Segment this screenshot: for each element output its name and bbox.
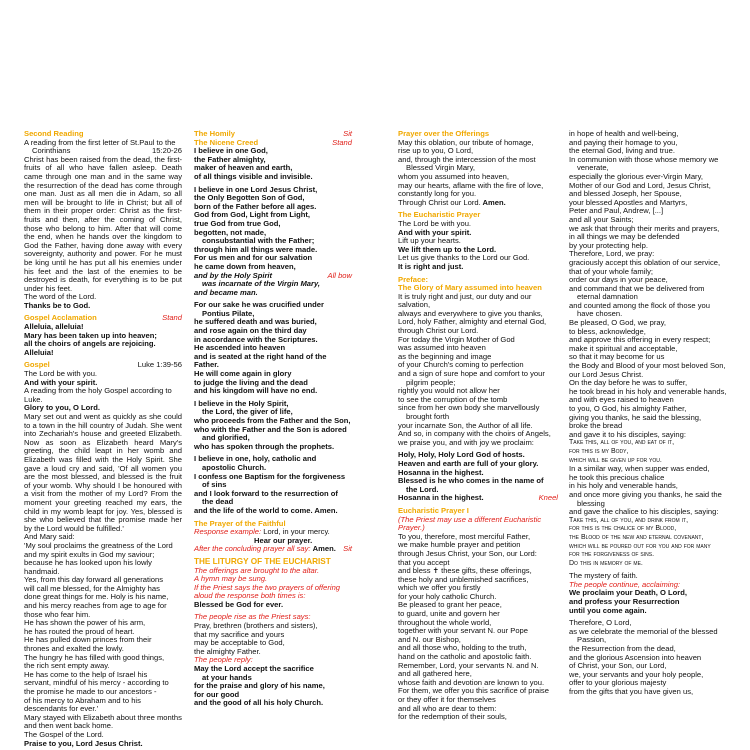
creed-paragraph — [194, 280, 352, 297]
column-2 — [194, 130, 352, 708]
text-line: the eternal God, living and true. — [569, 146, 675, 156]
text-line: for the forgiveness of sins. — [569, 551, 655, 559]
rubric: A hymn may be sung. — [194, 574, 268, 584]
acclamation-line: Alleluia, alleluia! — [24, 322, 84, 332]
creed-heading: The Nicene Creed Stand — [194, 137, 352, 147]
text-line: Peter and Paul, Andrew, [...] — [569, 206, 664, 216]
text-line: and paying their homage to you, — [569, 137, 678, 147]
eucharistic-prayer-1-heading: Eucharistic Prayer I — [398, 505, 469, 515]
text-line: to judge the living and the dead — [194, 377, 308, 387]
text-line: and the life of the world to come. Amen. — [194, 505, 338, 515]
words-of-institution-body — [569, 439, 731, 465]
text-line: and command that we be delivered from — [569, 283, 705, 293]
text-line: of your Church's coming to perfection — [398, 360, 524, 370]
text-line: he suffered death and was buried, — [194, 317, 317, 327]
text-line: your blessed Apostles and Martyrs, — [569, 197, 688, 207]
text-line: and approve this offering in every respect; — [569, 335, 711, 345]
text-line: Lord, holy Father, almighty and eternal God, — [398, 317, 547, 327]
text-line: the Body and Blood of your most beloved Son, — [569, 361, 726, 371]
text-line: have chosen. — [577, 309, 623, 319]
text-line: whom you assumed into heaven, — [398, 171, 510, 181]
text-line: It is right and just. — [398, 261, 464, 271]
text-line: the dead — [202, 497, 234, 507]
gospel-line: And Mary said: — [24, 532, 75, 542]
text-line: from the gifts that you have given us, — [569, 687, 694, 696]
text-line: by your protecting help. — [569, 240, 648, 250]
ep1-note: (The Priest may use a different Eucharistic Prayer.) — [398, 514, 542, 533]
text-line: and the good of all his holy Church. — [194, 698, 324, 708]
blessed-be-god: Blessed be God for ever. — [194, 599, 284, 609]
text-line: to guard, unite and govern her — [398, 609, 500, 619]
preface-subheading: The Glory of Mary assumed into heaven — [398, 283, 542, 293]
text-line: of all things visible and invisible. — [194, 171, 313, 181]
text-line: Lift up your hearts. — [398, 236, 461, 246]
text-line: 'My soul proclaims the greatness of the Lord — [24, 540, 173, 550]
text-line: and rose again on the third day — [194, 326, 307, 336]
text-line: constantly long for you. — [398, 189, 477, 199]
text-line: It is truly right and just, our duty and our salvation, — [398, 291, 532, 310]
text-line: Holy, Holy, Holy Lord God of hosts. — [398, 450, 525, 460]
text-line: I believe in one, holy, catholic and — [194, 454, 317, 464]
text-line: we ask that through their merits and prayers, — [569, 223, 720, 233]
text-line: the almighty Father. — [194, 646, 261, 656]
text-line: the Only Begotten Son of God, — [194, 193, 305, 203]
text-line: throughout the whole world, — [398, 617, 492, 627]
text-line: in all things we may be defended — [569, 232, 680, 242]
sanctus-last-row: Hosanna in the highest. Kneel — [398, 493, 558, 503]
text-line: done great things for me. Holy is his name, — [24, 592, 169, 602]
gospel-after: Mary stayed with Elizabeth about three months and then went back home. — [24, 712, 182, 731]
second-reading-intro: A reading from the first letter of St.Paul to the — [24, 137, 176, 147]
text-line: apostolic Church. — [202, 462, 267, 472]
text-line: to you, O God, his almighty Father, — [569, 404, 687, 413]
amen: Amen. — [480, 197, 506, 207]
gospel-line: A reading from the holy Gospel according to Luke. — [24, 386, 172, 404]
creed-paragraph — [194, 301, 352, 396]
creed-bow-row: and by the Holy Spirit All bow — [194, 270, 352, 280]
text-line: who has spoken through the prophets. — [194, 441, 335, 451]
text-line: and N. our Bishop, — [398, 634, 461, 644]
text-line: and glorified, — [202, 433, 250, 443]
text-line: for our good — [194, 689, 240, 699]
text-line: which we offer you firstly — [398, 583, 481, 593]
text-line: and once more giving you thanks, he said the — [569, 489, 722, 499]
creed-paragraph — [194, 455, 352, 515]
text-line: those who fear him. — [24, 609, 91, 619]
gospel-acclamation-heading: Gospel Acclamation Stand — [24, 313, 182, 323]
text-line: who with the Father and the Son is adored — [194, 424, 347, 434]
text-line: blessing — [577, 498, 605, 508]
text-line: Hosanna in the highest. — [398, 467, 484, 477]
text-line: consubstantial with the Father; — [202, 236, 315, 246]
second-reading-heading: Second Reading — [24, 129, 84, 138]
text-line: he came down from heaven, — [194, 261, 296, 271]
text-line: For today the Virgin Mother of God — [398, 334, 515, 344]
text-line: Pray, brethren (brothers and sisters), — [194, 621, 318, 631]
text-line: and all your Saints; — [569, 214, 634, 224]
dialogue — [398, 220, 558, 272]
rubric: aloud the response both times is: — [194, 591, 306, 601]
text-line: of Christ, your Son, our Lord, — [569, 661, 667, 671]
rubric: If the Priest says the two prayers of offering — [194, 582, 341, 592]
text-line: your incarnate Son, the Author of all life. — [398, 420, 533, 430]
text-line: To you, therefore, most merciful Father, — [398, 531, 531, 541]
text-line: pilgrim people; — [406, 377, 456, 387]
text-line: rise up to you, O Lord, — [398, 146, 474, 156]
text-line: Blessed is he who comes in the name of — [398, 476, 544, 486]
text-line: especially the glorious ever-Virgin Mary, — [569, 171, 703, 181]
text-line: He has pulled down princes from their — [24, 635, 152, 645]
text-line: broke the bread — [569, 421, 623, 431]
text-line: Take this, all of you, and eat of it, — [569, 439, 675, 447]
text-line: we praise you, and with joy we proclaim: — [398, 437, 534, 447]
text-line: He will come again in glory — [194, 369, 292, 379]
prayer-faithful-heading: The Prayer of the Faithful — [194, 518, 286, 528]
acclamation-rubric: The people continue, acclaiming: — [569, 579, 681, 589]
text-line: Mother of our God and Lord, Jesus Christ, — [569, 180, 711, 190]
text-line: The hungry he has filled with good things, — [24, 652, 165, 662]
text-line: He has shown the power of his arm, — [24, 618, 146, 628]
text-line: the Resurrection from the dead, — [569, 644, 676, 654]
text-line: that of your whole family; — [569, 266, 653, 276]
text-line: to see the corruption of the tomb — [398, 394, 508, 404]
text-line: for this is my Body, — [569, 447, 629, 455]
text-line: and gave it to his disciples, saying: — [569, 429, 686, 439]
text-line: Let us give thanks to the Lord our God. — [398, 253, 530, 263]
text-line: And with your spirit. — [398, 227, 472, 237]
text-line: as the beginning and image — [398, 351, 492, 361]
thanks-be-to-god: Thanks be to God. — [24, 300, 91, 310]
text-line: and the glorious Ascension into heaven — [569, 652, 702, 662]
text-line: Remember, Lord, your servants N. and N. — [398, 660, 539, 670]
text-line: and all who are dear to them: — [398, 703, 497, 713]
text-line: may be acceptable to God, — [194, 638, 285, 648]
text-line: make it spiritual and acceptable, — [569, 343, 678, 353]
text-line: hand on the catholic and apostolic faith. — [398, 652, 532, 662]
text-line: Passion, — [577, 635, 607, 645]
text-line: of sins — [202, 480, 227, 490]
text-line: born of the Father before all ages. — [194, 201, 317, 211]
text-line: true God from true God, — [194, 218, 281, 228]
text-line: was assumed into heaven — [398, 343, 486, 353]
concluding-prayer-row: After the concluding prayer all say: Amen. Sit — [194, 544, 352, 554]
text-line: the Lord, the giver of life, — [202, 407, 293, 417]
column-3 — [398, 130, 558, 722]
text-line: as we celebrate the memorial of the blessed — [569, 626, 718, 636]
text-line: For us men and for our salvation — [194, 253, 313, 263]
magnificat — [24, 542, 182, 714]
rubric: The people rise as the Priest says: — [194, 612, 311, 622]
canon-text — [569, 619, 731, 696]
text-line: We proclaim your Death, O Lord, — [569, 588, 688, 598]
text-line: we make humble prayer and petition — [398, 540, 521, 550]
creed-paragraph — [194, 147, 352, 181]
response-example-reply: Hear our prayer. — [254, 535, 313, 545]
rubric: The people reply: — [194, 655, 253, 665]
text-line: and gave the chalice to his disciples, saying: — [569, 507, 719, 517]
column-1 — [24, 130, 182, 748]
text-line: through Christ our Lord. — [398, 326, 479, 336]
text-line: who proceeds from the Father and the Son, — [194, 416, 351, 425]
text-line: and counted among the flock of those you — [569, 300, 711, 310]
text-line: the rich sent empty away. — [24, 661, 110, 671]
do-this-in-memory: Do this in memory of me. — [569, 559, 643, 567]
pray-brethren — [194, 622, 352, 656]
text-line: to bless, acknowledge, — [569, 326, 646, 336]
text-line: since from her own body she marvellously — [398, 403, 540, 413]
rubric: The offerings are brought to the altar. — [194, 565, 320, 575]
text-line: we, your servants and your holy people, — [569, 669, 704, 679]
text-line: Pontius Pilate, — [202, 308, 255, 318]
mystery-of-faith: The mystery of faith. — [569, 571, 638, 581]
liturgy-eucharist-heading: THE LITURGY OF THE EUCHARIST — [194, 556, 331, 566]
text-line: And so, in company with the choirs of Angels, — [398, 429, 551, 439]
text-line: was incarnate of the Virgin Mary, — [202, 279, 321, 289]
text-line: and blessed Joseph, her Spouse, — [569, 189, 682, 199]
text-line: whose faith and devotion are known to you. — [398, 677, 545, 687]
text-line: in his holy and venerable hands, — [569, 481, 678, 491]
eucharistic-prayer-heading: The Eucharistic Prayer — [398, 210, 481, 220]
may-the-lord-accept — [194, 665, 352, 708]
text-line: eternal damnation — [577, 292, 638, 302]
acclamation-line: all the choirs of angels are rejoicing. — [24, 339, 156, 349]
text-line: offer to your glorious majesty — [569, 678, 667, 688]
gospel-line: And with your spirit. — [24, 377, 98, 387]
gospel-heading: Gospel — [24, 360, 50, 370]
text-line: the Lord. — [406, 484, 439, 494]
gospel-ref: Luke 1:39-56 — [137, 360, 182, 370]
text-line: he took bread in his holy and venerable hands, — [569, 386, 727, 396]
word-of-lord: The word of the Lord. — [24, 292, 97, 302]
second-reading-ref-row: Corinthians 15:20-26 — [32, 146, 182, 156]
words-of-institution-blood — [569, 517, 731, 560]
memorial-acclamation — [569, 589, 731, 615]
text-line: venerate, — [577, 163, 609, 173]
text-line: Therefore, Lord, we pray: — [569, 249, 655, 259]
text-line: In a similar way, when supper was ended, — [569, 464, 710, 474]
text-line: he has routed the proud of heart. — [24, 626, 135, 636]
text-line: In communion with those whose memory we — [569, 154, 719, 164]
prayer-offerings-text — [398, 139, 558, 208]
text-line: together with your servant N. our Pope — [398, 626, 529, 636]
text-line: that my sacrifice and yours — [194, 629, 285, 639]
gospel-line: The Lord be with you. — [24, 369, 98, 379]
text-line: at your hands — [202, 672, 252, 682]
text-line: maker of heaven and earth, — [194, 163, 293, 173]
text-line: I believe in the Holy Spirit, — [194, 398, 289, 408]
text-line: order our days in your peace, — [569, 275, 668, 285]
text-line: in hope of health and well-being, — [569, 129, 679, 138]
ep1-text — [398, 533, 558, 722]
text-line: I believe in one God, — [194, 146, 268, 156]
text-line: and with eyes raised to heaven — [569, 395, 674, 405]
text-line: Heaven and earth are full of your glory. — [398, 458, 539, 468]
text-line: brought forth — [406, 412, 450, 421]
text-line: until you come again. — [569, 605, 647, 615]
text-line: and became man. — [194, 287, 258, 297]
gospel-text: Mary set out and went as quickly as she could to a town in the hill country of Judah. She went into Zechariah's house and greeted Elizabeth. Now as soon as Elizabeth heard Mary's greeting, the child leapt in her womb and Elizabeth was filled with the Holy Spirit. She gave a loud cry and said, 'Of all women you are the most blessed, and blessed is the fruit of your womb. Why should I be honoured with a visit from the mother of my Lord? From the moment your greeting reached my ears, the child in my womb leapt for joy. Yes, blessed is she who believed that the promise made her by the Lord would be fulfilled.' — [24, 412, 182, 533]
text-line: may our hearts, aflame with the fire of love, — [398, 180, 544, 190]
text-line: and bless ✝ these gifts, these offerings, — [398, 566, 532, 576]
text-line: begotten, not made, — [194, 227, 267, 237]
text-line: The Lord be with you. — [398, 218, 472, 228]
text-line: He ascended into heaven — [194, 343, 286, 353]
text-line: giving you thanks, he said the blessing, — [569, 412, 702, 422]
text-line: I confess one Baptism for the forgiveness — [194, 471, 346, 481]
creed-paragraph — [194, 400, 352, 452]
text-line: I believe in one Lord Jesus Christ, — [194, 184, 318, 194]
second-reading-text: Christ has been raised from the dead, the first-fruits of all who have fallen asleep. Death came through one man and in the same way the resurrection of the dead has come through one man. Just as all men die in Adam, so all men will be brought to life in Christ; but all of them in their proper order: Christ as the first-fruits and then, after the coming of Christ, those who belong to him. After that will come the end, when he hands over the kingdom to God the Father, having done away with every sovereignty, authority and power. For he must be king until he has put all his enemies under his feet and the last of the enemies to be destroyed is death, for everything is to be put under his feet. — [24, 154, 182, 293]
text-line: of his mercy to Abraham and to his — [24, 695, 141, 705]
response-example: Response example: Lord, in your mercy. — [194, 527, 330, 537]
text-line: and I look forward to the resurrection of — [194, 488, 338, 498]
acclamation-line: Mary has been taken up into heaven; — [24, 330, 157, 340]
text-line: We lift them up to the Lord. — [398, 244, 497, 254]
text-line: for this is the chalice of my Blood, — [569, 525, 677, 533]
text-line: and a sign of sure hope and comfort to your — [398, 369, 545, 379]
preface-heading: Preface: — [398, 274, 428, 284]
text-line: Be pleased to grant her peace, — [398, 600, 502, 610]
text-line: which will be poured out for you and for many — [569, 542, 711, 550]
text-line: because he has looked upon his lowly handmaid. — [24, 558, 152, 576]
sanctus — [398, 451, 558, 494]
text-line: and my spirit exults in God my saviour; — [24, 549, 155, 559]
preface-text — [398, 293, 558, 448]
text-line: and all gathered here, — [398, 669, 472, 679]
text-line: Yes, from this day forward all generations — [24, 575, 164, 585]
text-line: Therefore, O Lord, — [569, 618, 632, 628]
prayer-offerings-heading: Prayer over the Offerings — [398, 129, 490, 138]
text-line: God from God, Light from Light, — [194, 210, 310, 220]
text-line: servant, mindful of his mercy - according to — [24, 678, 169, 688]
canon-text — [569, 130, 731, 439]
text-line: and, through the intercession of the most — [398, 154, 536, 164]
text-line: May the Lord accept the sacrifice — [194, 664, 314, 674]
text-line: Take this, all of you, and drink from it, — [569, 516, 689, 524]
text-line: the promise he made to our ancestors - — [24, 687, 157, 696]
text-line: On the day before he was to suffer, — [569, 378, 688, 388]
text-line: the Blood of the new and eternal covenant, — [569, 533, 704, 541]
text-line: thrones and exalted the lowly. — [24, 644, 124, 654]
text-line: for the redemption of their souls, — [398, 712, 507, 722]
canon-text — [569, 465, 731, 517]
text-line: our Lord Jesus Christ. — [569, 369, 644, 379]
text-line: Through Christ our Lord. Amen. — [398, 197, 506, 207]
homily-heading: The Homily Sit — [194, 129, 352, 138]
text-line: so that it may become for us — [569, 352, 665, 362]
text-line: these holy and unblemished sacrifices, — [398, 574, 529, 584]
text-line: that you accept — [398, 557, 450, 567]
praise-to-you: Praise to you, Lord Jesus Christ. — [24, 738, 143, 748]
text-line: and all those who, holding to the truth, — [398, 643, 527, 653]
text-line: rightly you would not allow her — [398, 386, 500, 396]
text-line: descendants for ever.' — [24, 704, 99, 714]
text-line: graciously accept this oblation of our service, — [569, 257, 721, 267]
text-line: Blessed Virgin Mary, — [406, 163, 475, 173]
text-line: for the praise and glory of his name, — [194, 681, 325, 691]
creed-paragraph — [194, 186, 352, 272]
acclamation-line: Alleluia! — [24, 347, 54, 357]
text-line: For our sake he was crucified under — [194, 300, 324, 310]
column-4 — [569, 130, 731, 697]
text-line: He has come to the help of Israel his — [24, 669, 148, 679]
text-line: always and everywhere to give you thanks, — [398, 308, 543, 318]
text-line: for your holy catholic Church. — [398, 591, 497, 601]
gospel-line: Glory to you, O Lord. — [24, 403, 100, 413]
text-line: and his kingdom will have no end. — [194, 386, 318, 396]
text-line: Be pleased, O God, we pray, — [569, 318, 666, 328]
text-line: the Father almighty, — [194, 154, 266, 164]
text-line: May this oblation, our tribute of homage, — [398, 137, 534, 147]
text-line: in accordance with the Scriptures. — [194, 334, 318, 344]
text-line: For them, we offer you this sacrifice of praise — [398, 686, 549, 696]
text-line: and is seated at the right hand of the Father. — [194, 351, 327, 370]
text-line: through Jesus Christ, your Son, our Lord: — [398, 548, 537, 558]
text-line: or they offer it for themselves — [398, 695, 496, 704]
text-line: and his mercy reaches from age to age for — [24, 601, 167, 611]
text-line: will call me blessed, for the Almighty has — [24, 583, 160, 593]
text-line: through him all things were made. — [194, 244, 318, 254]
text-line: he took this precious chalice — [569, 472, 665, 482]
gospel-of-lord: The Gospel of the Lord. — [24, 729, 104, 739]
text-line: which will be given up for you. — [569, 456, 662, 464]
text-line: and profess your Resurrection — [569, 597, 680, 607]
